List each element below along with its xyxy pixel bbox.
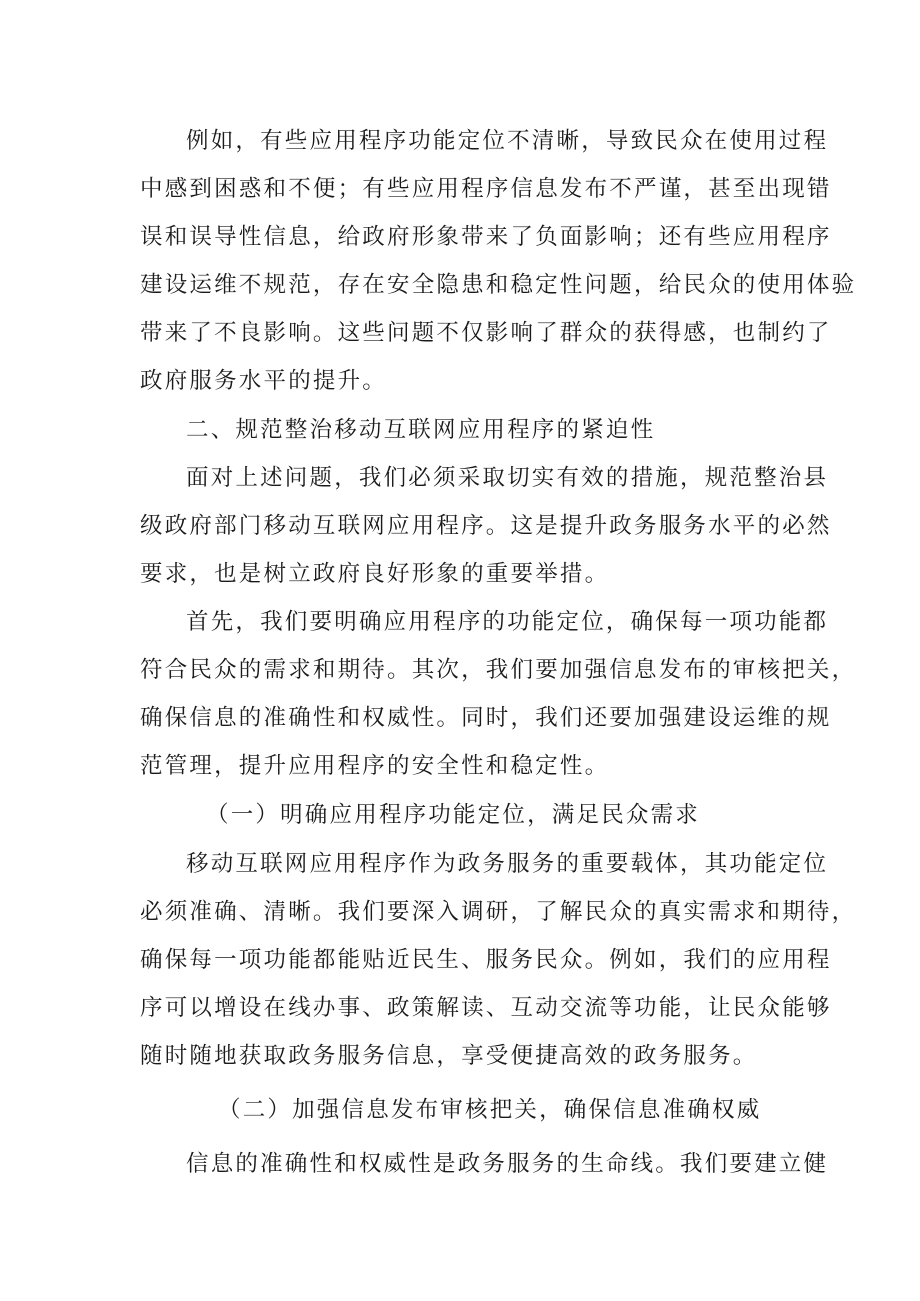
paragraph-8-line-1: 信息的准确性和权威性是政务服务的生命线。我们要建立健 [186, 1151, 829, 1177]
paragraph-1-line-2: 中感到困惑和不便；有些应用程序信息发布不严谨，甚至出现错 [140, 176, 832, 202]
paragraph-1-line-5: 带来了不良影响。这些问题不仅影响了群众的获得感，也制约了 [140, 320, 832, 346]
paragraph-1-line-4: 建设运维不规范，存在安全隐患和稳定性问题，给民众的使用体验 [140, 272, 857, 298]
paragraph-3-line-3: 要求，也是树立政府良好形象的重要举措。 [140, 561, 610, 587]
paragraph-1-line-6: 政府服务水平的提升。 [140, 368, 388, 394]
paragraph-6-line-2: 必须准确、清晰。我们要深入调研，了解民众的真实需求和期待， [140, 899, 857, 925]
paragraph-6-line-3: 确保每一项功能都能贴近民生、服务民众。例如，我们的应用程 [140, 947, 832, 973]
paragraph-1-line-3: 误和误导性信息，给政府形象带来了负面影响；还有些应用程序 [140, 224, 832, 250]
paragraph-1-line-1: 例如，有些应用程序功能定位不清晰，导致民众在使用过程 [186, 128, 829, 154]
paragraph-4-line-4: 范管理，提升应用程序的安全性和稳定性。 [140, 753, 610, 779]
paragraph-4-line-2: 符合民众的需求和期待。其次，我们要加强信息发布的审核把关， [140, 657, 857, 683]
paragraph-6-line-4: 序可以增设在线办事、政策解读、互动交流等功能，让民众能够 [140, 995, 832, 1021]
subsection-heading-1: （一）明确应用程序功能定位，满足民众需求 [206, 802, 701, 828]
paragraph-6-line-1: 移动互联网应用程序作为政务服务的重要载体，其功能定位 [186, 851, 829, 877]
paragraph-3-line-1: 面对上述问题，我们必须采取切实有效的措施，规范整治县 [186, 465, 829, 491]
paragraph-4-line-3: 确保信息的准确性和权威性。同时，我们还要加强建设运维的规 [140, 705, 832, 731]
subsection-heading-2: （二）加强信息发布审核把关，确保信息准确权威 [218, 1097, 762, 1123]
paragraph-4-line-1: 首先，我们要明确应用程序的功能定位，确保每一项功能都 [186, 609, 829, 635]
section-heading-2: 二、规范整治移动互联网应用程序的紧迫性 [186, 417, 656, 443]
paragraph-3-line-2: 级政府部门移动互联网应用程序。这是提升政务服务水平的必然 [140, 513, 832, 539]
paragraph-6-line-5: 随时随地获取政务服务信息，享受便捷高效的政务服务。 [140, 1043, 758, 1069]
